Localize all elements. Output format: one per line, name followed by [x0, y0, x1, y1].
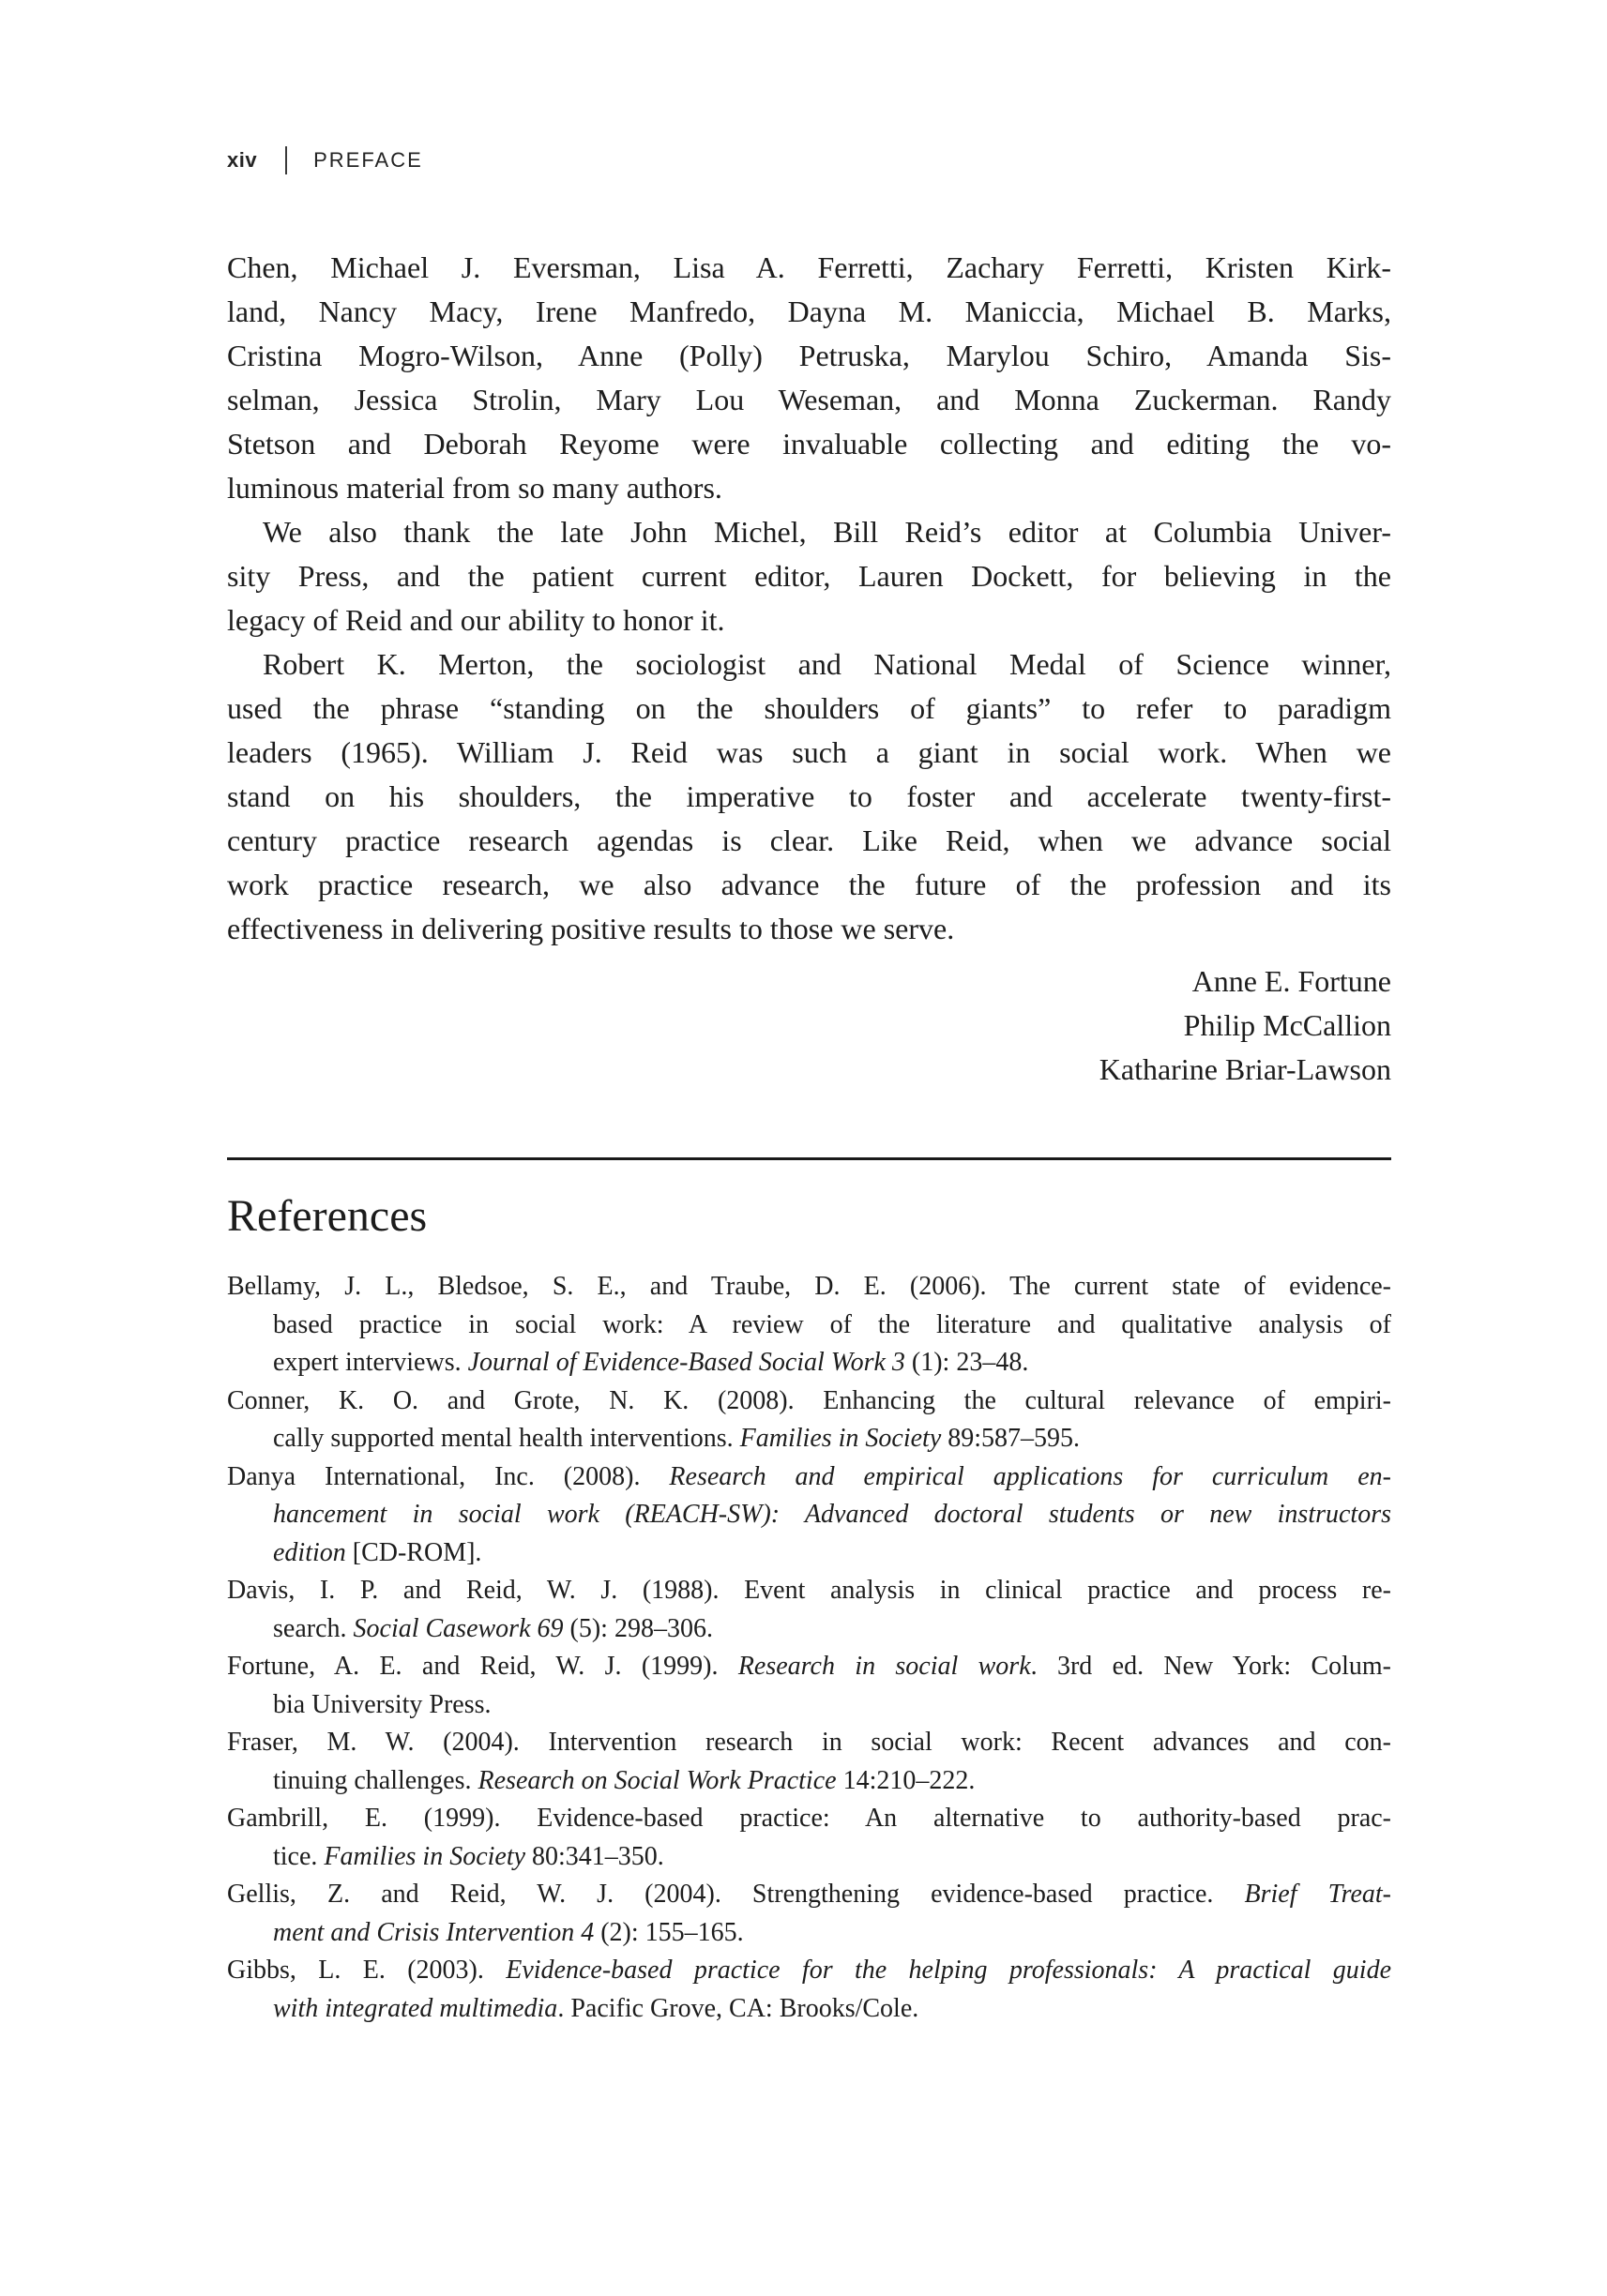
reference-line — [227, 1572, 1391, 1610]
reference-line — [227, 1496, 1391, 1534]
italic-title: Families in Society — [324, 1841, 526, 1871]
reference-line — [227, 1648, 1391, 1686]
reference-text: Davis, I. P. and Reid, W. J. (1988). Event analysis in clinical practice and process re- — [227, 1576, 1391, 1605]
reference-line — [227, 1914, 1391, 1953]
reference-line — [227, 1762, 1391, 1801]
reference-entry — [227, 1800, 1391, 1876]
reference-text: expert interviews. — [273, 1348, 468, 1377]
reference-text: tice. — [273, 1841, 325, 1871]
reference-line — [227, 1724, 1391, 1762]
reference-text: Fraser, M. W. (2004). Intervention research in social work: Recent advances and con- — [227, 1728, 1391, 1757]
text-line: selman, Jessica Strolin, Mary Lou Weseman, and Monna Zuckerman. Randy — [227, 383, 1391, 416]
text-line: legacy of Reid and our ability to honor it. — [227, 603, 725, 637]
text-line: used the phrase “standing on the shoulders of giants” to refer to paradigm — [227, 691, 1391, 725]
reference-text: . Pacific Grove, CA: Brooks/Cole. — [557, 1993, 919, 2023]
reference-text: . 3rd ed. New York: Colum- — [1030, 1652, 1391, 1681]
reference-line — [227, 1686, 1391, 1725]
text-line: sity Press, and the patient current editor, Lauren Dockett, for believing in the — [227, 559, 1391, 593]
reference-text: based practice in social work: A review of the literature and qualitative analysis of — [273, 1309, 1391, 1339]
italic-title: with integrated multimedia — [273, 1993, 558, 2023]
text-line: work practice research, we also advance the future of the profession and its — [227, 868, 1391, 901]
references-heading: References — [227, 1191, 428, 1241]
text-line: land, Nancy Macy, Irene Manfredo, Dayna M. Maniccia, Michael B. Marks, — [227, 295, 1391, 328]
reference-line — [227, 1344, 1391, 1382]
italic-title: Families in Society — [739, 1424, 942, 1453]
reference-text: Bellamy, J. L., Bledsoe, S. E., and Traube, D. E. (2006). The current state of evidence- — [227, 1272, 1391, 1301]
reference-text: (1): 23–48. — [904, 1348, 1029, 1377]
text-line: Cristina Mogro-Wilson, Anne (Polly) Petruska, Marylou Schiro, Amanda Sis- — [227, 339, 1391, 372]
reference-text: Gambrill, E. (1999). Evidence-based practice: An alternative to authority-based prac- — [227, 1804, 1391, 1833]
text-line: effectiveness in delivering positive results to those we serve. — [227, 912, 955, 945]
page-number: xiv — [227, 148, 258, 172]
reference-line — [227, 1268, 1391, 1307]
references-list — [227, 1268, 1391, 2028]
running-header — [227, 146, 1391, 174]
reference-text: tinuing challenges. — [273, 1765, 478, 1795]
reference-text: Conner, K. O. and Grote, N. K. (2008). Enhancing the cultural relevance of empiri- — [227, 1385, 1391, 1415]
italic-title: Research in social work — [737, 1652, 1031, 1681]
italic-title: hancement in social work (REACH-SW): Advanced doctoral students or new instructors — [273, 1500, 1391, 1529]
reference-line — [227, 1458, 1391, 1497]
reference-line — [227, 1876, 1391, 1914]
reference-entry — [227, 1648, 1391, 1724]
reference-text: 89:587–595. — [941, 1424, 1081, 1453]
text-line: stand on his shoulders, the imperative to foster and accelerate twenty-first- — [227, 779, 1391, 813]
reference-line — [227, 1420, 1391, 1458]
preface-body — [227, 246, 1391, 951]
italic-title: Brief Treat- — [1244, 1880, 1391, 1909]
text-line: leaders (1965). William J. Reid was such a giant in social work. When we — [227, 735, 1391, 769]
reference-text: Gibbs, L. E. (2003). — [227, 1956, 507, 1985]
text-line: century practice research agendas is clear. Like Reid, when we advance social — [227, 823, 1391, 857]
text-line: We also thank the late John Michel, Bill Reid’s editor at Columbia Univer- — [263, 515, 1391, 549]
text-line: luminous material from so many authors. — [227, 471, 722, 505]
reference-line — [227, 1610, 1391, 1649]
reference-line — [227, 1800, 1391, 1838]
reference-text: bia University Press. — [273, 1689, 492, 1719]
reference-line — [227, 1952, 1391, 1990]
header-divider — [285, 146, 287, 174]
italic-title: Research on Social Work Practice — [478, 1765, 837, 1795]
reference-line — [227, 1534, 1391, 1573]
signature-block — [227, 959, 1391, 1092]
reference-text: 14:210–222. — [836, 1765, 976, 1795]
paragraph — [227, 246, 1391, 510]
reference-line — [227, 1838, 1391, 1877]
reference-text: 80:341–350. — [525, 1841, 664, 1871]
reference-text: (5): 298–306. — [563, 1613, 713, 1643]
paragraph — [227, 642, 1391, 951]
reference-line — [227, 1990, 1391, 2029]
italic-title: Research and empirical applications for curriculum en- — [669, 1461, 1392, 1491]
reference-text: cally supported mental health interventions. — [273, 1424, 740, 1453]
reference-text: Gellis, Z. and Reid, W. J. (2004). Strengthening evidence-based practice. — [227, 1880, 1245, 1909]
reference-text: search. — [273, 1613, 354, 1643]
signature-name: Philip McCallion — [1183, 1008, 1391, 1042]
reference-entry — [227, 1952, 1391, 2028]
reference-text: [CD-ROM]. — [345, 1537, 482, 1567]
reference-entry — [227, 1876, 1391, 1952]
text-line: Chen, Michael J. Eversman, Lisa A. Ferretti, Zachary Ferretti, Kristen Kirk- — [227, 250, 1391, 284]
reference-entry — [227, 1458, 1391, 1573]
reference-line — [227, 1307, 1391, 1345]
italic-title: Evidence-based practice for the helping professionals: A practical guide — [506, 1956, 1391, 1985]
section-title: PREFACE — [313, 148, 423, 172]
italic-title: ment and Crisis Intervention 4 — [273, 1917, 595, 1947]
reference-text: Fortune, A. E. and Reid, W. J. (1999). — [227, 1652, 738, 1681]
text-line: Robert K. Merton, the sociologist and National Medal of Science winner, — [263, 647, 1391, 681]
section-divider — [227, 1157, 1391, 1160]
reference-entry — [227, 1268, 1391, 1382]
text-line: Stetson and Deborah Reyome were invaluable collecting and editing the vo- — [227, 427, 1391, 461]
reference-line — [227, 1382, 1391, 1421]
paragraph — [227, 510, 1391, 642]
italic-title: Journal of Evidence-Based Social Work 3 — [467, 1348, 905, 1377]
reference-entry — [227, 1724, 1391, 1800]
reference-text: (2): 155–165. — [594, 1917, 744, 1947]
signature-name: Anne E. Fortune — [1191, 964, 1391, 998]
italic-title: Social Casework 69 — [353, 1613, 564, 1643]
signature-name: Katharine Briar-Lawson — [1099, 1052, 1391, 1086]
reference-entry — [227, 1572, 1391, 1648]
italic-title: edition — [273, 1537, 346, 1567]
reference-entry — [227, 1382, 1391, 1458]
reference-text: Danya International, Inc. (2008). — [227, 1461, 670, 1491]
